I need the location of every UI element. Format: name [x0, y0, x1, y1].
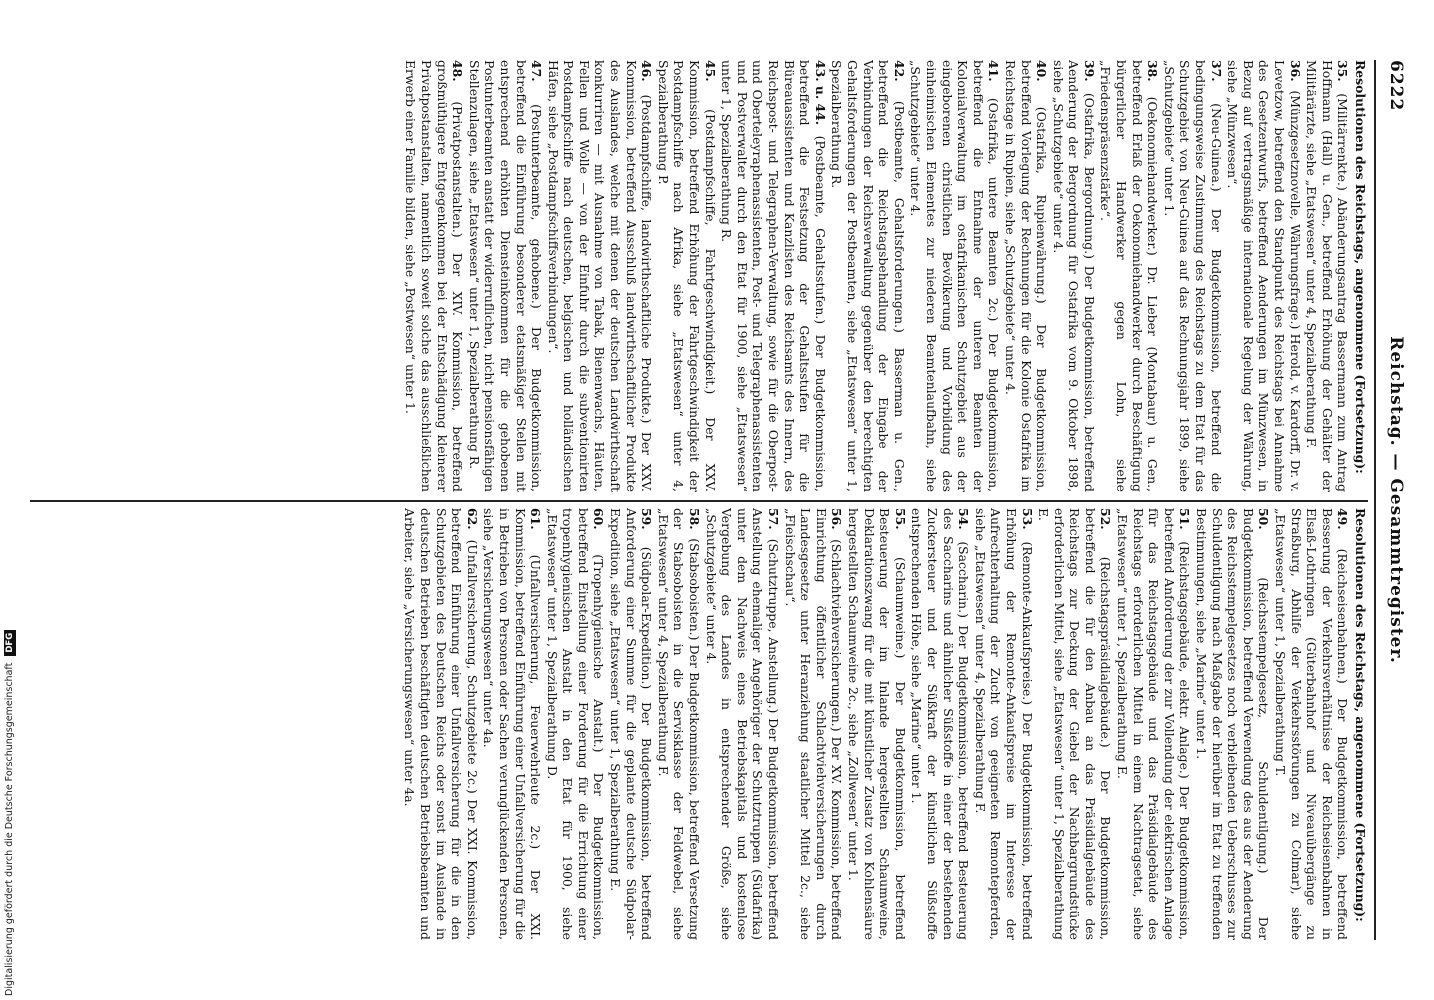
resolution-entry: [466, 60, 544, 492]
entry-text: (Postdampfschiffe, landwirthschaftliche Produkte.) Der XXV. Kommission, betreffend Ausschluß landwirthschaftlicher Produkte des Auslandes, welche mit denen der deutschen Landwirthschaft konkurriren — mit Ausnahme von Tabak, Bienenwachs, Häuten, Fellen und Wolle — von der Einfuhr durch die subventionirten Postdampfschiffe nach deutschen, belgischen und holländischen Häfen, siehe „Postdampfschiffsverbindungen“.: [545, 60, 655, 492]
resolution-entry: [608, 508, 655, 940]
entry-number: 36.: [1287, 60, 1303, 82]
entry-text: (Ostafrika, Rupienwährung.) Der Budgetkommission, betreffend Vorlegung der Rechnungen für die Kolonie Ostafrika im Reichstage in Rupien, siehe „Schutzgebiete“ unter 4.: [1002, 60, 1050, 492]
entry-number: 37.: [1208, 60, 1224, 82]
header-rule: [1374, 60, 1376, 940]
entry-text: (Militärrenkte.) Abänderungsantrag Bassermann zum Antrag Hoffmann (Hall) u. Gen., betreffend Erhöhung der Gehälter der Militärärzte, siehe „Etatswesen“ unter 4, Spezialberathung F.: [1304, 60, 1351, 492]
entry-number: 43. u. 44.: [812, 60, 828, 126]
entry-number: 56.: [829, 508, 845, 530]
resolution-entry: [1036, 508, 1114, 940]
resolution-entry: [719, 60, 828, 492]
entry-number: 57.: [766, 508, 782, 530]
resolution-entry: [908, 60, 1002, 492]
entry-text: (Remonte-Ankaufspreise.) Der Budgetkommission, betreffend Erhöhung der Remonte-Ankaufspreise im Interesse der Aufrechterhaltung der Zucht von geeigneten Remontepferden, siehe „Etatswesen“ unter 4, Spezialberathung F.: [972, 508, 1035, 940]
entry-text: (Schutztruppe, Anstellung.) Der Budgetkommission, betreffend Anstellung ehemaliger Angehöriger der Schutztruppen (Südafrika) unter dem Nachweis eines Betriebskapitals und kostenlose Vergebung des Landes in entsprechender Größe, siehe „Schutzgebiete“ unter 4.: [703, 508, 782, 940]
entry-text: (Reichstagspräsidialgebäude.) Der Budgetkommission, betreffend die für den Anbau an das Präsidialgebäude des Reichstags zur Deckung der Giebel der Nachbargrundstücke erforderlichen Mittel, siehe „Etatswesen“ unter 1, Spezialberathung E.: [1036, 508, 1114, 940]
entry-number: 45.: [702, 60, 718, 82]
entry-text: (Postbeamte, Gehaltsforderungen.) Basserman u. Gen., betreffend die Reichstagsbehandlung der Eingabe der Verbindungen der Reichsverwaltung gegenüber den berechtigten Gehaltsforderungen der Postbeamten, siehe „Etatswesen“ unter 1, Spezialberathung R.: [829, 60, 907, 492]
resolution-entry: [545, 60, 654, 492]
resolution-entry: [655, 60, 717, 492]
entry-number: 54.: [956, 508, 972, 530]
column-heading: Resolutionen des Reichstags, angenommene (Fortsetzung):: [1353, 508, 1368, 922]
resolution-entry: [403, 60, 465, 492]
entry-number: 59.: [639, 508, 655, 530]
resolution-entry: [703, 508, 781, 940]
resolution-entry: [845, 508, 907, 940]
entry-text: (Schlachtviehversicherungen.) Der XV. Kommission, betreffend Einrichtung öffentlicher Schlachtviehversicherungen durch Landesgesetze unter Heranziehung staatlicher Mittel 2c., siehe „Fleischschau“.: [782, 508, 845, 940]
entry-text: (Neu-Guinea.) Der Budgetkommission, betreffend die bedingungsweise Zustimmung des Reichstags zu dem Etat für das Schutzgebiet von Neu-Guinea auf das Rechnungsjahr 1899, siehe „Schutzgebiete“ unter 1.: [1161, 60, 1224, 492]
resolution-entry: [829, 60, 907, 492]
right-column: [30, 508, 1368, 940]
entry-number: 46.: [639, 60, 655, 82]
resolution-entry: [1193, 508, 1271, 940]
entry-number: 48.: [450, 60, 466, 82]
entry-text: (Oekonomiehandwerker.) Dr. Lieber (Montabaur) u. Gen., betreffend Erlaß der Oekonomiehandwerker durch Beschäftigung bürgerlicher Handwerker gegen Lohn, siehe „Friedenspräsenzstärke“.: [1098, 60, 1161, 492]
entry-text: (Unfallversicherung, Feuerwehrleute 2c.) Der XXI. Kommission, betreffend Einführung einer Unfallversicherung für die in Betrieben von Personen oder Sachen verunglückenden Personen, siehe „Versicherungswesen“ unter 4a.: [481, 508, 544, 940]
resolution-entry: [1304, 60, 1351, 492]
entry-number: 39.: [1081, 60, 1097, 82]
entry-number: 61.: [528, 508, 544, 530]
entry-text: (Postbeamte, Gehaltsstufen.) Der Budgetkommission, betreffend die Festsetzung der Gehaltsstufen für die Büreauassistenten und Kanzlisten des Reichsamts des Innern, des Reichspost- und Telegraphen-Verwaltung, sowie für die Oberpost- und Oberteleyraphenassistenten, Post- und Telegraphenassistenten und Postverwalter durch den Etat für 1900, siehe „Etatswesen“ unter 1, Spezialberathung R.: [719, 60, 828, 492]
entry-text: (Reichsstempelgesetz, Schuldentilgung.) Der Budgetkommission, betreffend Verwendung des aus der Aenderung des Reichsstempelgesetzes noch verbleibenden Ueberschusses zur Schuldentilgung nach Maßgabe der hierüber im Etat zu treffenden Bestimmungen, siehe „Marine“ unter 1.: [1194, 508, 1272, 940]
resolution-entry: [655, 508, 702, 940]
resolution-entry: [782, 508, 844, 940]
resolution-entry: [1225, 60, 1303, 492]
entry-number: 58.: [687, 508, 703, 530]
entry-number: 42.: [891, 60, 907, 82]
resolution-entry: [972, 508, 1034, 940]
resolution-entry: [402, 508, 480, 940]
dfg-logo: DFG: [4, 630, 16, 656]
entry-number: 40.: [1034, 60, 1050, 82]
left-column: [30, 60, 1368, 492]
resolution-entry: [1050, 60, 1097, 492]
page-number: 6222: [1386, 60, 1406, 112]
entry-text: (Münzgesetznovelle, Währungsfrage.) Herold, v. Kardorff, Dr. v. Levetzow, betreffend den Standpunkt des Reichstags bei Annahme des Gesetzentwurfs, betreffend Aenderungen im Münzwesen, in Bezug auf vertragsmäßige internationale Regelung der Währung, siehe „Münzwesen“.: [1225, 60, 1303, 492]
entry-number: 35.: [1335, 60, 1351, 82]
entry-text: (Tropenhygienische Anstalt.) Der Budgetkommission, betreffend Einstellung einer Forderung für die Errichtung einer tropenhygienischen Anstalt in den Etat für 1900, siehe „Etatswesen“ unter 1, Spezialberathung D.: [544, 508, 607, 940]
entry-text: (Saccharin.) Der Budgetkommission, betreffend Besteuerung des Saccharins und ähnlicher Süßstoffe in einer der bestehenden Zuckersteuer und der Süßkraft der künstlichen Süßstoffe entsprechenden Höhe, siehe „Marine“ unter 1.: [909, 508, 972, 940]
entry-number: 41.: [986, 60, 1002, 82]
entry-text: (Ostafrika, untere Beamten 2c.) Der Budgetkommission, betreffend die Entnahme der unteren Beamten der Kolonialverwaltung im ostafrikanischen Schutzgebiet aus der eingeborenen christlichen Bevölkerung und Vorbildung des einheimischen Elementes zur niederen Beamtenlaufbahn, siehe „Schutzgebiete“ unter 4.: [908, 60, 1002, 492]
entry-text: (Reichstagsgebäude, elektr. Anlage.) Der Budgetkommission, betreffend Anforderung der zur Vollendung der elektrischen Anlage für das Reichstagsgebäude und das Präsidialgebäude des Reichstags erforderlichen Mittel in einem Nachtragsetat, siehe „Etatswesen“ unter 1, Spezialberathung E.: [1115, 508, 1193, 940]
entry-text: (Reichseisenbahnen.) Der Budgetkommission, betreffend Besserung der Verkehrsverhältnisse der Reichseisenbahnen in Elsaß-Lothringen (Güterbahnhof und Niveauübergänge zu Straßburg, Abhilfe der Verkehrsstörungen zu Colmar), siehe „Etatswesen“ unter 1, Spezialberathung T.: [1273, 508, 1351, 940]
entry-number: 52.: [1098, 508, 1114, 530]
entry-number: 53.: [1019, 508, 1035, 530]
resolution-entry: [909, 508, 971, 940]
resolution-entry: [1161, 60, 1223, 492]
resolution-entry: [544, 508, 606, 940]
entry-number: 51.: [1177, 508, 1193, 530]
credit-text: Digitalisierung gefördert durch die Deutsche Forschungsgemeinschaft: [4, 662, 15, 996]
entry-text: (Ostafrika, Bergordnung.) Der Budgetkommission, betreffend Aenderung der Bergordnung für Ostafrika vom 9. Oktober 1898, siehe „Schutzgebiete“ unter 4.: [1050, 60, 1097, 492]
entry-text: (Unfallversicherung, Schutzgebiete 2c.) Der XXI. Kommission, betreffend Einführung einer Unfallversicherung für die in den Schutzgebieten des Deutschen Reichs oder sonst im Auslande in deutschen Betrieben beschäftigten deutschen Betriebsbeamten und Arbeiter, siehe „Versicherungswesen“ unter 4a.: [402, 508, 480, 940]
resolution-entry: [1002, 60, 1049, 492]
entry-text: (Postdampfschiffe, Fahrtgeschwindigkeit.) Der XXV. Kommission, betreffend Erhöhung der Fahrtgeschwindigkeit der Postdampfschiffe nach Afrika, siehe „Etatswesen“ unter 4, Spezialberathung P.: [655, 60, 718, 492]
column-divider: [30, 500, 1368, 502]
entry-text: (Privatpostanstalten.) Der XIV. Kommission, betreffend großmüthigere Entgegenkommen bei der Entschädigung kleinerer Privatpostanstalten, namentlich soweit solche das ausschließlichen Erwerb einer Familie bilden, siehe „Postwesen“ unter 1.: [403, 60, 466, 492]
right-entry-list: [402, 508, 1351, 940]
entry-number: 49.: [1335, 508, 1351, 530]
page-title: Reichstag. — Gesammtregister.: [1386, 336, 1406, 664]
entry-text: (Schaumweine.) Der Budgetkommission, betreffend Besteuerung der im Inlande hergestellten Schaumweine, Deklarationszwang für die mit künstlicher Zusatz von Kohlensäure hergestellten Schaumweine 2c., siehe „Zollwesen“ unter 1.: [846, 508, 908, 940]
resolution-entry: [481, 508, 543, 940]
entry-number: 47.: [529, 60, 545, 82]
entry-text: (Stabsoboisten.) Der Budgetkommission, betreffend Versetzung der Stabsoboisten in die Servisklasse der Feldwebel, siehe „Etatswesen“ unter 4, Spezialberathung F.: [655, 508, 703, 940]
running-head: [1380, 60, 1406, 940]
entry-number: 55.: [892, 508, 908, 530]
entry-text: (Postunterbeamte, gehobene.) Der Budgetkommission, betreffend die Einführung besonderer etatsmäßiger Stellen mit entsprechend erhöhten Diensteinkommen für die gehobenen Postunterbeamten anstatt der widerruflichen, nicht pensionsfähigen Stellenzulagen, siehe „Etatswesen“ unter 1, Spezialberathung R.: [466, 60, 545, 492]
resolution-entry: [1272, 508, 1350, 940]
entry-number: 38.: [1145, 60, 1161, 82]
resolution-entry: [1115, 508, 1193, 940]
resolution-entry: [1098, 60, 1160, 492]
entry-number: 62.: [464, 508, 480, 530]
entry-number: 60.: [591, 508, 607, 530]
left-entry-list: [403, 60, 1351, 492]
entry-number: 50.: [1256, 508, 1272, 530]
entry-text: (Südpolar-Expedition.) Der Budgetkommission, betreffend Anforderung einer Summe für die geplante deutsche Südpolar-Expedition, siehe „Etatswesen“ unter 1, Spezialberathung E.: [608, 508, 655, 940]
digitization-credit: [2, 606, 18, 996]
column-heading: Resolutionen des Reichstags, angenommene (Fortsetzung):: [1353, 60, 1368, 474]
